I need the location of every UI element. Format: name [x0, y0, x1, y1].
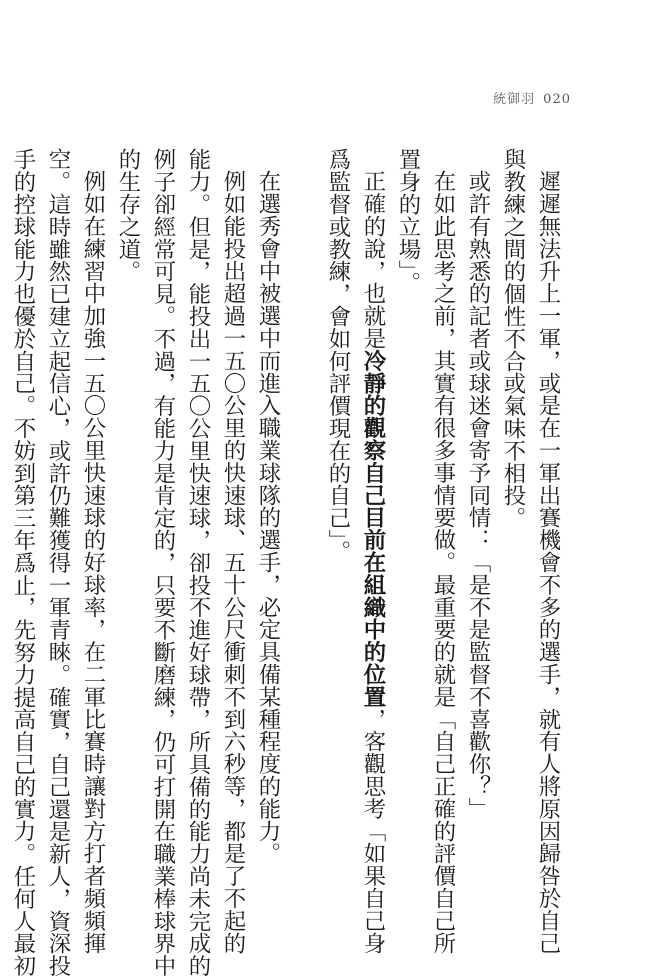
running-header — [493, 88, 571, 107]
paragraph-6-line-4: 的生存之道。 — [115, 148, 141, 283]
paragraph-6: 例如能投出超過一五〇公里的快速球、五十公尺衝刺不到六秒等，都是了不起的 — [220, 170, 246, 955]
paragraph-7-line-3: 手的控球能力也優於自己。不妨到第三年爲止，先努力提高自己的實力。任何人最初 — [10, 148, 36, 977]
paragraph-3: 在如此思考之前，其實有很多事情要做。最重要的就是「自己正確的評價自己所 — [430, 170, 456, 955]
paragraph-4 — [355, 148, 390, 955]
chapter-title: 統御羽 — [493, 92, 536, 107]
body-text — [5, 148, 565, 977]
paragraph-6-line-3: 例子卻經常可見。不過，有能力是肯定的，只要不斷磨練，仍可打開在職業棒球界中 — [150, 148, 176, 977]
page-number: 020 — [543, 92, 571, 107]
paragraph-7: 例如在練習中加強一五〇公里快速球的好球率，在二軍比賽時讓對方打者頻頻揮 — [80, 170, 106, 955]
paragraph-4-start: 正確的說，也就是 — [360, 170, 386, 350]
paragraph-7-line-2: 空。這時雖然已建立起信心，或許仍難獲得一軍青睞。確實，自己還是新人，資深投 — [45, 148, 71, 977]
paragraph-5: 在選秀會中被選中而進入職業球隊的選手，必定具備某種程度的能力。 — [255, 170, 281, 865]
paragraph-3-continued: 置身的立場」。 — [395, 148, 421, 294]
paragraph-2: 或許有熟悉的記者或球迷會寄予同情：「是不是監督不喜歡你？」 — [465, 170, 491, 820]
paragraph-4-emphasis: 冷靜的觀察自己目前在組織中的位置 — [360, 349, 386, 708]
section-gap — [285, 148, 320, 838]
paragraph-4-continued: 爲監督或教練，會如何評價現在的自己」。 — [325, 148, 351, 563]
paragraph-1: 遲遲無法升上一軍，或是在一軍出賽機會不多的選手，就有人將原因歸咎於自己 — [535, 170, 561, 955]
paragraph-6-line-2: 能力。但是，能投出一五〇公里快速球，卻投不進好球帶，所具備的能力尚未完成的 — [185, 148, 211, 977]
paragraph-4-end: ，客觀思考「如果自己身 — [360, 708, 386, 955]
paragraph-1-continued: 與教練之間的個性不合或氣味不相投。 — [500, 148, 526, 529]
